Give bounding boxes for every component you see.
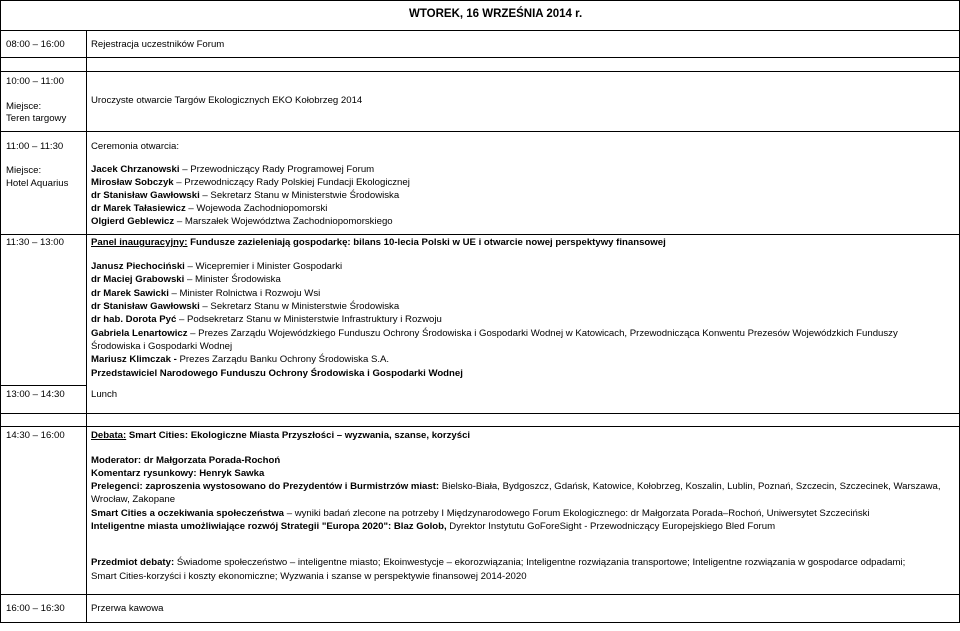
r6-przedmiot: Przedmiot debaty: Świadome społeczeństwo – inteligentne miasto; Ekoinwestycje – ekorozwiązania; Inteligentne rozwiązania transportowe; Inteligentne rozwiązania w gospodarce odpadami; xyxy=(91,557,906,568)
divider-r4-time xyxy=(0,385,87,386)
r6-prelegenci-cont: Wrocław, Zakopane xyxy=(91,494,176,505)
r3-person-2: Mirosław Sobczyk – Przewodniczący Rady Polskiej Fundacji Ekologicznej xyxy=(91,177,410,188)
column-divider xyxy=(86,30,87,622)
r7-time: 16:00 – 16:30 xyxy=(6,603,65,614)
divider-r1b xyxy=(0,71,960,72)
r3-place: Hotel Aquarius xyxy=(6,178,69,189)
r4-person-3: dr Marek Sawicki – Minister Rolnictwa i Rozwoju Wsi xyxy=(91,288,321,299)
r4-klimczak: Mariusz Klimczak - Prezes Zarządu Banku Ochrony Środowiska S.A. xyxy=(91,354,390,365)
r4-gabriela-cont: Środowiska i Gospodarki Wodnej xyxy=(91,341,233,352)
r3-person-1: Jacek Chrzanowski – Przewodniczący Rady Programowej Forum xyxy=(91,164,375,175)
divider-r6 xyxy=(0,594,960,595)
r6-moderator: Moderator: dr Małgorzata Porada-Rochoń xyxy=(91,455,281,466)
divider-r5b xyxy=(0,426,960,427)
r6-smart: Smart Cities a oczekiwania społeczeństwa – wyniki badań zlecone na potrzeby I Międzynarodowego Forum Ekologicznego: dr Małgorzata Porada–Rochoń, Uniwersytet Szczeciński xyxy=(91,508,870,519)
r6-prelegenci: Prelegenci: zaproszenia wystosowano do Prezydentów i Burmistrzów miast: Bielsko-Biała, Bydgoszcz, Gdańsk, Katowice, Kołobrzeg, Koszalin, Lublin, Poznań, Szczecin, Szczecinek, Warszawa, xyxy=(91,481,941,492)
r3-person-4: dr Marek Tałasiewicz – Wojewoda Zachodniopomorski xyxy=(91,203,328,214)
r4-nfos: Przedstawiciel Narodowego Funduszu Ochrony Środowiska i Gospodarki Wodnej xyxy=(91,368,463,379)
divider-r2 xyxy=(0,131,960,132)
r1-time: 08:00 – 16:00 xyxy=(6,39,65,50)
r2-time: 10:00 – 11:00 xyxy=(6,76,64,87)
divider-r5 xyxy=(0,413,960,414)
r6-title: Debata: Smart Cities: Ekologiczne Miasta Przyszłości – wyzwania, szanse, korzyści xyxy=(91,430,471,441)
divider-r1 xyxy=(0,57,960,58)
r3-time: 11:00 – 11:30 xyxy=(6,141,64,152)
r5-title: Lunch xyxy=(91,389,118,400)
r5-time: 13:00 – 14:30 xyxy=(6,389,65,400)
r3-title: Ceremonia otwarcia: xyxy=(91,141,179,152)
r3-person-3: dr Stanisław Gawłowski – Sekretarz Stanu w Ministerstwie Środowiska xyxy=(91,190,400,201)
r4-person-4: dr Stanisław Gawłowski – Sekretarz Stanu w Ministerstwie Środowiska xyxy=(91,301,400,312)
r6-przedmiot-cont: Smart Cities-korzyści i koszty ekonomiczne; Wyzwania i szanse w perspektywie finansowej 2014-2020 xyxy=(91,571,527,582)
r3-person-5: Olgierd Geblewicz – Marszałek Województwa Zachodniopomorskiego xyxy=(91,216,393,227)
r7-title: Przerwa kawowa xyxy=(91,603,164,614)
r2-place: Teren targowy xyxy=(6,113,67,124)
r2-title: Uroczyste otwarcie Targów Ekologicznych EKO Kołobrzeg 2014 xyxy=(91,95,363,106)
divider-r3 xyxy=(0,234,960,235)
r6-time: 14:30 – 16:00 xyxy=(6,430,65,441)
r6-komentarz: Komentarz rysunkowy: Henryk Sawka xyxy=(91,468,265,479)
r4-person-1: Janusz Piechociński – Wicepremier i Minister Gospodarki xyxy=(91,261,343,272)
r4-title: Panel inauguracyjny: Fundusze zazieleniają gospodarkę: bilans 10-lecia Polski w UE i otwarcie nowej perspektywy finansowej xyxy=(91,237,666,248)
border-top xyxy=(0,0,960,1)
divider-header xyxy=(0,30,960,31)
divider-r7 xyxy=(0,622,960,623)
border-left xyxy=(0,0,1,622)
r1-title: Rejestracja uczestników Forum xyxy=(91,39,225,50)
r2-place-label: Miejsce: xyxy=(6,101,42,112)
r4-person-5: dr hab. Dorota Pyć – Podsekretarz Stanu w Ministerstwie Infrastruktury i Rozwoju xyxy=(91,314,442,325)
r3-place-label: Miejsce: xyxy=(6,165,42,176)
header-date: WTOREK, 16 WRZEŚNIA 2014 r. xyxy=(409,8,583,20)
r4-time: 11:30 – 13:00 xyxy=(6,237,64,248)
r4-person-2: dr Maciej Grabowski – Minister Środowiska xyxy=(91,274,281,285)
r4-gabriela: Gabriela Lenartowicz – Prezes Zarządu Wojewódzkiego Funduszu Ochrony Środowiska i Gospodarki Wodnej w Katowicach, Przewodnicząca Konwentu Prezesów Wojewódzkich Funduszy xyxy=(91,328,898,339)
r6-intel: Inteligentne miasta umożliwiające rozwój Strategii "Europa 2020": Blaz Golob, Dyrektor Instytutu GoForeSight - Przewodniczący Europejskiego Bled Forum xyxy=(91,521,776,532)
